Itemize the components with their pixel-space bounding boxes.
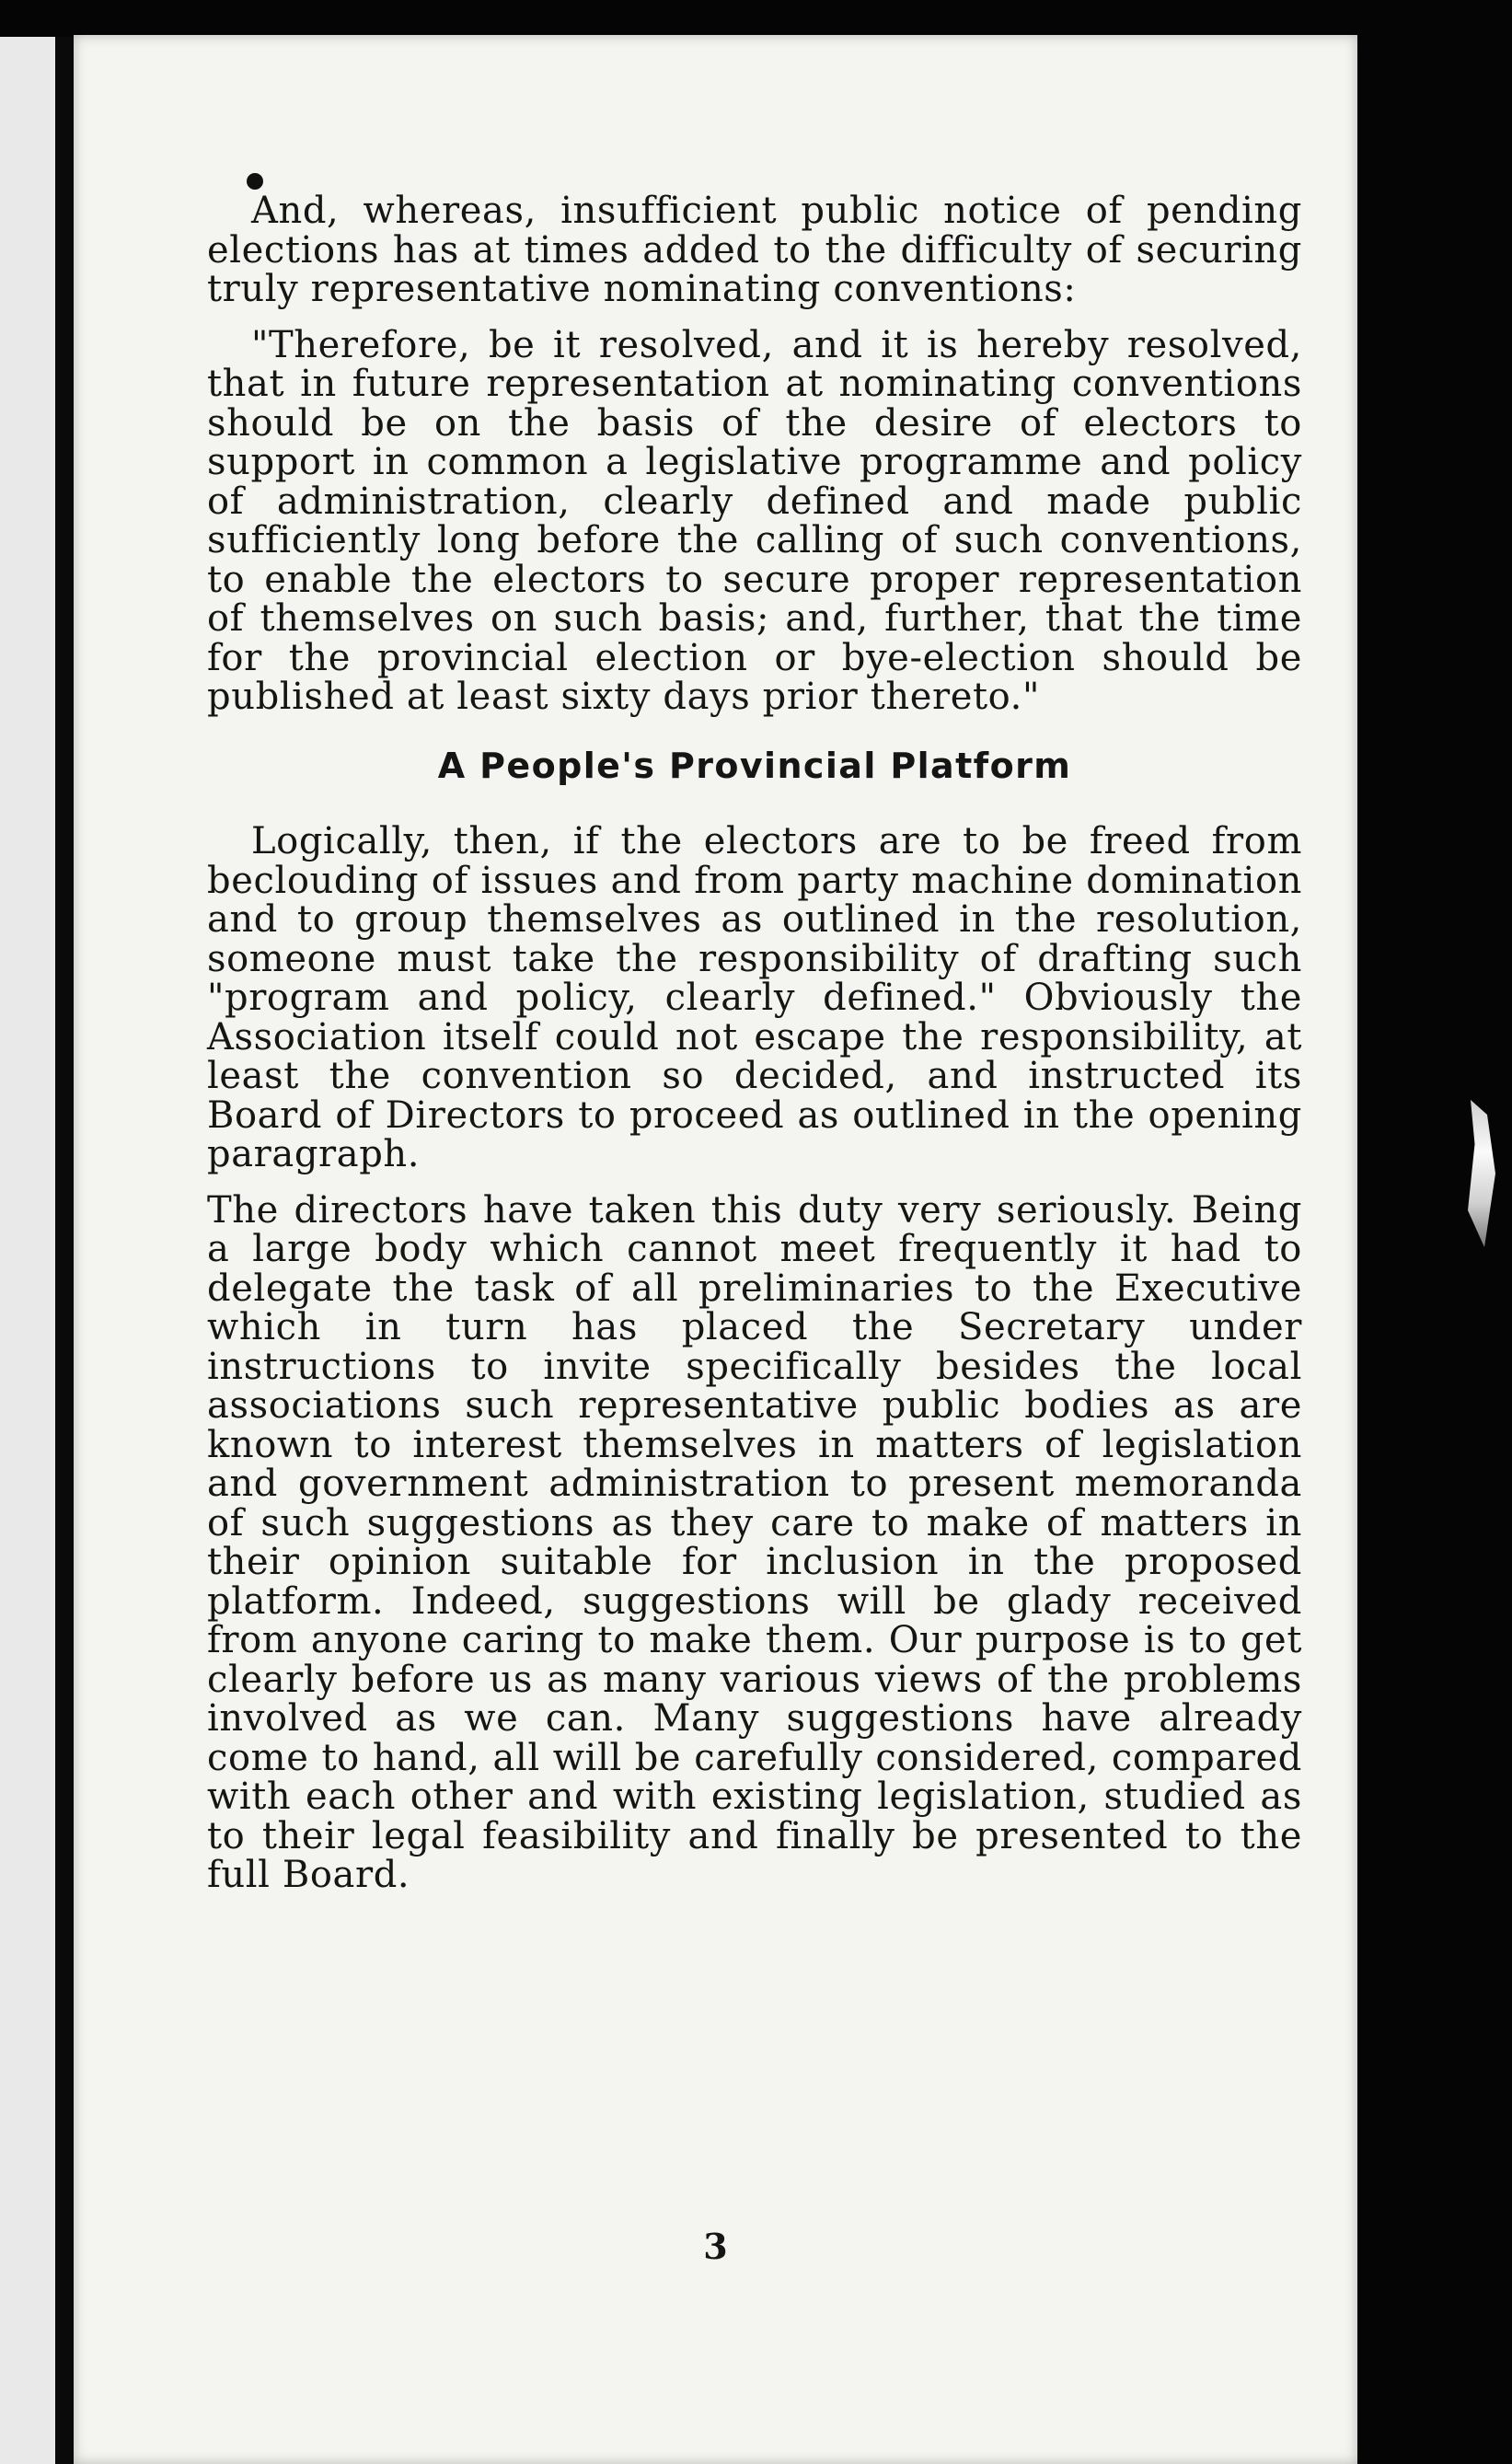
edge-artifact: [1468, 1100, 1495, 1247]
platform-paragraph-2: The directors have taken this duty very seriously. Being a large body which cannot meet frequently it had to delegate the task of all preliminaries to the Executive which in turn has placed the Secretary under instructions to invite specifically besides the local associations such representative public bodies as are known to interest themselves in matters of legislation and government administration to present memoranda of such suggestions as they care to make of matters in their opinion suitable for inclusion in the proposed platform. Indeed, suggestions will be glady received from anyone caring to make them. Our purpose is to get clearly before us as many various views of the problems involved as we can. Many suggestions have already come to hand, all will be carefully considered, compared with each other and with existing legislation, studied as to their legal feasibility and finally be presented to the full Board.: [207, 1188, 1302, 1896]
page-gutter-shadow: [55, 37, 74, 2464]
facing-page-edge: [0, 37, 55, 2464]
opening-paragraph: And, whereas, insufficient public notice of pending elections has at times added to the difficulty of securing truly representative nominating conventions:: [207, 190, 1302, 310]
ink-blot-mark: [247, 173, 263, 190]
page-number: 3: [703, 2226, 728, 2267]
resolution-paragraph: "Therefore, be it resolved, and it is hereby resolved, that in future representation at nominating conventions should be on the basis of the desire of electors to support in common a legislative programme and policy of administration, clearly defined and made public sufficiently long before the calling of such conventions, to enable the electors to secure proper representation of themselves on such basis; and, further, that the time for the provincial election or bye-election should be published at least sixty days prior thereto.": [207, 323, 1302, 718]
document-page: [74, 35, 1357, 2464]
page-text: [207, 191, 1302, 1895]
section-heading: A People's Provincial Platform: [437, 745, 1072, 786]
platform-paragraph-1: Logically, then, if the electors are to be freed from beclouding of issues and from party machine domination and to group themselves as outlined in the resolution, someone must take the responsibility of drafting such "program and policy, clearly defined." Obviously the Association itself could not escape the responsibility, at least the convention so decided, and instructed its Board of Directors to proceed as outlined in the opening paragraph.: [207, 820, 1302, 1175]
